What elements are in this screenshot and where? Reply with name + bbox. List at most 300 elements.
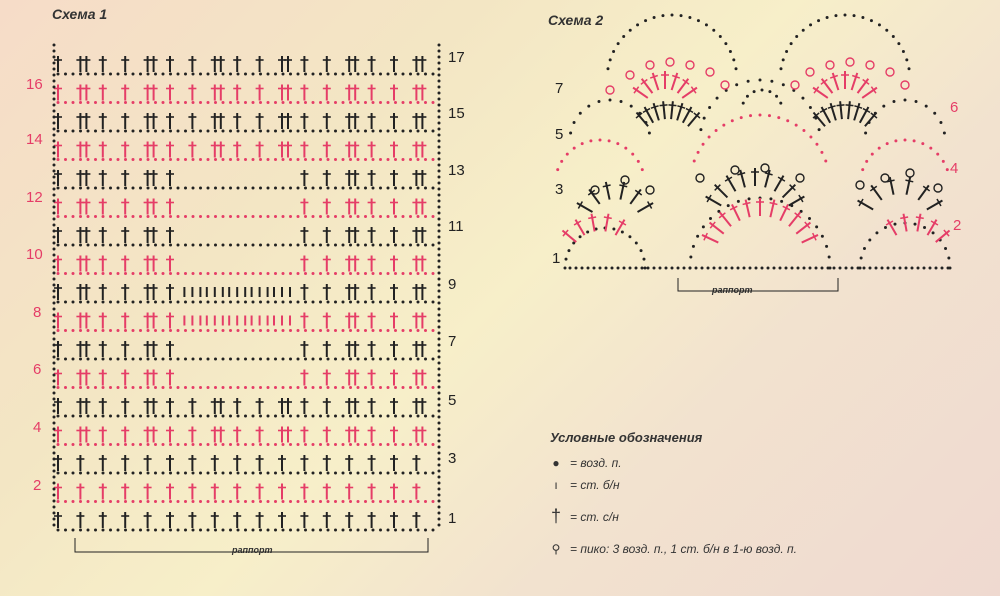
chain-stitch (184, 386, 187, 389)
chain-stitch (923, 226, 926, 229)
chain-stitch (334, 130, 337, 133)
chain-stitch (402, 187, 405, 190)
chain-stitch (818, 128, 821, 131)
chain-stitch (438, 512, 441, 515)
chain-stitch (394, 187, 397, 190)
chain-stitch (102, 187, 105, 190)
chain-stitch (921, 142, 924, 145)
chain-stitch (102, 415, 105, 418)
chain-stitch (587, 267, 590, 270)
chain-stitch (697, 151, 700, 154)
chain-stitch (117, 215, 120, 218)
chain-stitch (809, 267, 812, 270)
chain-stitch (229, 529, 232, 532)
chain-stitch (417, 443, 420, 446)
chain-stitch (252, 500, 255, 503)
fan-stitch (841, 71, 849, 89)
chain-stitch (387, 472, 390, 475)
chain-stitch (192, 215, 195, 218)
chain-stitch (364, 158, 367, 161)
chain-stitch (713, 267, 716, 270)
chain-stitch (409, 187, 412, 190)
chain-stitch (372, 529, 375, 532)
chain-stitch (53, 428, 56, 431)
chain-stitch (893, 223, 896, 226)
chain-stitch (424, 529, 427, 532)
row-number: 17 (448, 49, 465, 66)
stitch-line (605, 214, 608, 232)
chain-stitch (432, 329, 435, 332)
chain-stitch (327, 215, 330, 218)
chain-stitch (829, 267, 832, 270)
chain-stitch (289, 329, 292, 332)
chain-stitch (635, 267, 638, 270)
chain-stitch (87, 187, 90, 190)
chain-stitch (139, 215, 142, 218)
chain-stitch (132, 500, 135, 503)
chain-stitch (94, 301, 97, 304)
chain-stitch (438, 278, 441, 281)
chain-stitch (53, 320, 56, 323)
chain-stitch (207, 130, 210, 133)
chain-stitch (139, 73, 142, 76)
chain-stitch (394, 158, 397, 161)
chain-stitch (53, 146, 56, 149)
chain-stitch (53, 248, 56, 251)
chain-stitch (87, 329, 90, 332)
chain-stitch (169, 329, 172, 332)
stitch-line (783, 185, 796, 198)
chain-stitch (132, 329, 135, 332)
chain-stitch (304, 358, 307, 361)
stitch-line (715, 185, 728, 198)
chain-stitch (53, 50, 56, 53)
chain-stitch (933, 112, 936, 115)
chain-stitch (169, 358, 172, 361)
chain-stitch (192, 130, 195, 133)
chain-stitch (438, 74, 441, 77)
chain-stitch (147, 386, 150, 389)
row-number: 2 (953, 217, 962, 234)
chain-stitch (438, 344, 441, 347)
chain-stitch (177, 443, 180, 446)
chain-stitch (612, 228, 615, 231)
row-number: 3 (555, 181, 564, 198)
chain-stitch (929, 147, 932, 150)
chain-stitch (438, 470, 441, 473)
chain-stitch (644, 19, 647, 22)
chain-stitch (438, 404, 441, 407)
chain-stitch (334, 472, 337, 475)
chain-stitch (282, 415, 285, 418)
chain-stitch (438, 272, 441, 275)
chain-stitch (53, 326, 56, 329)
chain-stitch (259, 443, 262, 446)
chain-stitch (304, 187, 307, 190)
chain-stitch (259, 529, 262, 532)
chain-stitch (402, 272, 405, 275)
chain-stitch (207, 158, 210, 161)
chain-stitch (102, 358, 105, 361)
chain-stitch (826, 16, 829, 19)
chain-stitch (64, 301, 67, 304)
chain-stitch (222, 130, 225, 133)
chain-stitch (109, 158, 112, 161)
chain-stitch (169, 130, 172, 133)
chain-stitch (79, 301, 82, 304)
chain-stitch (117, 301, 120, 304)
chain-stitch (579, 235, 582, 238)
chain-stitch (342, 101, 345, 104)
chain-stitch (696, 235, 699, 238)
chain-stitch (267, 158, 270, 161)
chain-stitch (357, 386, 360, 389)
chain-stitch (759, 79, 762, 82)
chain-stitch (109, 244, 112, 247)
chain-stitch (327, 386, 330, 389)
chain-stitch (319, 272, 322, 275)
chain-stitch (192, 500, 195, 503)
chain-stitch (372, 101, 375, 104)
chain-stitch (432, 158, 435, 161)
stitch-bar (743, 203, 751, 205)
chain-stitch (94, 529, 97, 532)
chain-stitch (387, 244, 390, 247)
chain-stitch (327, 472, 330, 475)
chain-stitch (237, 358, 240, 361)
chain-stitch (274, 272, 277, 275)
chain-stitch (154, 244, 157, 247)
chain-stitch (199, 301, 202, 304)
chain-stitch (117, 272, 120, 275)
picot-stitch (706, 68, 714, 76)
chain-stitch (199, 101, 202, 104)
chain-stitch (244, 215, 247, 218)
chain-stitch (342, 386, 345, 389)
chain-stitch (124, 529, 127, 532)
chain-stitch (424, 73, 427, 76)
chain-stitch (334, 301, 337, 304)
chain-stitch (379, 187, 382, 190)
chain-stitch (87, 472, 90, 475)
chain-stitch (154, 415, 157, 418)
chain-stitch (319, 386, 322, 389)
chain-stitch (237, 329, 240, 332)
chain-stitch (387, 187, 390, 190)
chain-stitch (312, 386, 315, 389)
chain-stitch (387, 101, 390, 104)
chain-stitch (72, 358, 75, 361)
legend-text: = возд. п. (570, 456, 622, 470)
chain-stitch (432, 244, 435, 247)
chain-stitch (192, 472, 195, 475)
chain-stitch (402, 415, 405, 418)
chain-stitch (109, 415, 112, 418)
chain-stitch (297, 73, 300, 76)
chain-stitch (154, 472, 157, 475)
chain-stitch (342, 329, 345, 332)
chain-stitch (57, 386, 60, 389)
chain-stitch (438, 224, 441, 227)
chain-stitch (184, 529, 187, 532)
chain-stitch (169, 500, 172, 503)
chain-stitch (169, 158, 172, 161)
chain-stitch (53, 158, 56, 161)
chain-stitch (124, 215, 127, 218)
chain-stitch (199, 272, 202, 275)
chain-stitch (560, 160, 563, 163)
chain-stitch (267, 358, 270, 361)
chain-stitch (289, 215, 292, 218)
chain-stitch (244, 386, 247, 389)
fan-stitch (707, 219, 726, 236)
chain-stitch (438, 302, 441, 305)
chain-stitch (252, 329, 255, 332)
chain-stitch (349, 301, 352, 304)
picot-stitch (906, 169, 914, 177)
chain-stitch (342, 500, 345, 503)
chain-stitch (438, 104, 441, 107)
chain-stitch (417, 187, 420, 190)
chain-stitch (372, 73, 375, 76)
chain-stitch (379, 244, 382, 247)
row-number: 11 (448, 218, 464, 235)
chain-stitch (53, 272, 56, 275)
chain-stitch (661, 14, 664, 17)
chain-stitch (364, 101, 367, 104)
chain-stitch (169, 187, 172, 190)
chain-stitch (815, 225, 818, 228)
chain-stitch (312, 301, 315, 304)
chain-stitch (214, 101, 217, 104)
chain-stitch (379, 472, 382, 475)
chain-stitch (222, 472, 225, 475)
chain-stitch (886, 142, 889, 145)
chain-stitch (438, 494, 441, 497)
chain-stitch (304, 73, 307, 76)
chain-stitch (244, 73, 247, 76)
chain-stitch (274, 443, 277, 446)
chain-stitch (207, 329, 210, 332)
chain-stitch (785, 50, 788, 53)
chain-stitch (394, 443, 397, 446)
row-number: 6 (33, 361, 42, 378)
chain-stitch (124, 73, 127, 76)
chain-stitch (394, 215, 397, 218)
chain-stitch (53, 194, 56, 197)
chain-stitch (154, 187, 157, 190)
chain-stitch (94, 158, 97, 161)
chain-stitch (117, 329, 120, 332)
chain-stitch (589, 139, 592, 142)
chain-stitch (53, 122, 56, 125)
chain-stitch (147, 130, 150, 133)
chain-stitch (109, 101, 112, 104)
chain-stitch (259, 500, 262, 503)
chain-stitch (785, 267, 788, 270)
stitch-line (678, 79, 689, 93)
chain-stitch (72, 187, 75, 190)
chain-stitch (267, 301, 270, 304)
chain-stitch (438, 182, 441, 185)
chain-stitch (109, 301, 112, 304)
chain-stitch (424, 187, 427, 190)
chain-stitch (237, 130, 240, 133)
chain-stitch (177, 301, 180, 304)
chain-stitch (636, 23, 639, 26)
stitch-line (848, 101, 850, 119)
chain-stitch (871, 153, 874, 156)
chain-stitch (147, 472, 150, 475)
chain-stitch (267, 415, 270, 418)
chain-stitch (599, 139, 602, 142)
fan-stitch (601, 213, 612, 232)
fan-stitch (787, 193, 807, 209)
chain-stitch (312, 101, 315, 104)
chain-stitch (124, 187, 127, 190)
chain-stitch (644, 267, 647, 270)
chain-stitch (192, 187, 195, 190)
chain-stitch (139, 272, 142, 275)
chain-stitch (79, 443, 82, 446)
chain-stitch (229, 358, 232, 361)
chain-stitch (53, 332, 56, 335)
chain-stitch (817, 19, 820, 22)
chain-stitch (162, 158, 165, 161)
chain-stitch (387, 158, 390, 161)
chain-stitch (319, 529, 322, 532)
chain-stitch (53, 506, 56, 509)
fan-stitch (627, 187, 644, 206)
chain-stitch (605, 267, 608, 270)
chain-stitch (53, 398, 56, 401)
chain-stitch (438, 158, 441, 161)
chain-stitch (297, 272, 300, 275)
row-number: 4 (950, 160, 959, 177)
fan-stitch (924, 218, 940, 238)
stitch-bar (846, 105, 854, 106)
chain-stitch (117, 358, 120, 361)
chain-stitch (207, 529, 210, 532)
chain-stitch (438, 410, 441, 413)
chain-stitch (438, 356, 441, 359)
chain-stitch (267, 386, 270, 389)
chain-stitch (237, 158, 240, 161)
chain-stitch (749, 267, 752, 270)
chain-stitch (117, 472, 120, 475)
chain-stitch (379, 529, 382, 532)
chain-stitch (349, 472, 352, 475)
chain-stitch (229, 187, 232, 190)
chain-stitch (53, 230, 56, 233)
chain-stitch (177, 187, 180, 190)
chain-stitch (79, 215, 82, 218)
chain-stitch (712, 29, 715, 32)
chain-stitch (184, 301, 187, 304)
chain-stitch (237, 386, 240, 389)
chain-stitch (199, 529, 202, 532)
chain-stitch (357, 472, 360, 475)
chain-stitch (53, 470, 56, 473)
chain-stitch (623, 267, 626, 270)
chain-stitch (274, 130, 277, 133)
chain-stitch (72, 158, 75, 161)
chain-stitch (297, 500, 300, 503)
chain-stitch (342, 529, 345, 532)
chain-stitch (438, 230, 441, 233)
chain-stitch (917, 267, 920, 270)
chain-stitch (905, 58, 908, 61)
chain-stitch (192, 443, 195, 446)
chain-stitch (692, 245, 695, 248)
chain-stitch (124, 301, 127, 304)
chain-stitch (64, 415, 67, 418)
scheme1-rapport-label: раппорт (232, 545, 273, 555)
chain-stitch (432, 301, 435, 304)
chain-stitch (768, 90, 771, 93)
chain-stitch (282, 329, 285, 332)
chain-stitch (252, 472, 255, 475)
chain-stitch (53, 386, 56, 389)
chain-stitch (162, 272, 165, 275)
chain-stitch (117, 443, 120, 446)
chain-stitch (944, 247, 947, 250)
chain-stitch (327, 500, 330, 503)
chain-stitch (319, 301, 322, 304)
chain-stitch (53, 368, 56, 371)
chain-stitch (184, 215, 187, 218)
chain-stitch (379, 101, 382, 104)
chain-stitch (192, 158, 195, 161)
chain-stitch (53, 284, 56, 287)
chain-stitch (222, 158, 225, 161)
chain-stitch (229, 500, 232, 503)
chain-stitch (870, 19, 873, 22)
chain-stitch (702, 225, 705, 228)
chain-stitch (409, 73, 412, 76)
chain-stitch (312, 472, 315, 475)
chain-stitch (357, 130, 360, 133)
chain-stitch (409, 301, 412, 304)
chain-stitch (57, 130, 60, 133)
chain-stitch (53, 104, 56, 107)
chain-stitch (297, 415, 300, 418)
chain-stitch (695, 267, 698, 270)
fan-stitch (925, 197, 945, 213)
stitch-line (682, 88, 697, 98)
chain-stitch (394, 358, 397, 361)
chain-stitch (671, 14, 674, 17)
chain-stitch (319, 215, 322, 218)
chain-stitch (923, 267, 926, 270)
chain-stitch (372, 130, 375, 133)
chain-stitch (214, 443, 217, 446)
chain-stitch (229, 415, 232, 418)
chain-stitch (244, 101, 247, 104)
chain-stitch (703, 117, 706, 120)
chain-stitch (124, 472, 127, 475)
chain-stitch (252, 215, 255, 218)
chain-stitch (184, 329, 187, 332)
chain-stitch (207, 500, 210, 503)
chain-stitch (424, 244, 427, 247)
chain-stitch (289, 187, 292, 190)
chain-stitch (252, 529, 255, 532)
chain-stitch (364, 130, 367, 133)
chain-stitch (853, 14, 856, 17)
chain-stitch (364, 329, 367, 332)
chain-stitch (297, 472, 300, 475)
